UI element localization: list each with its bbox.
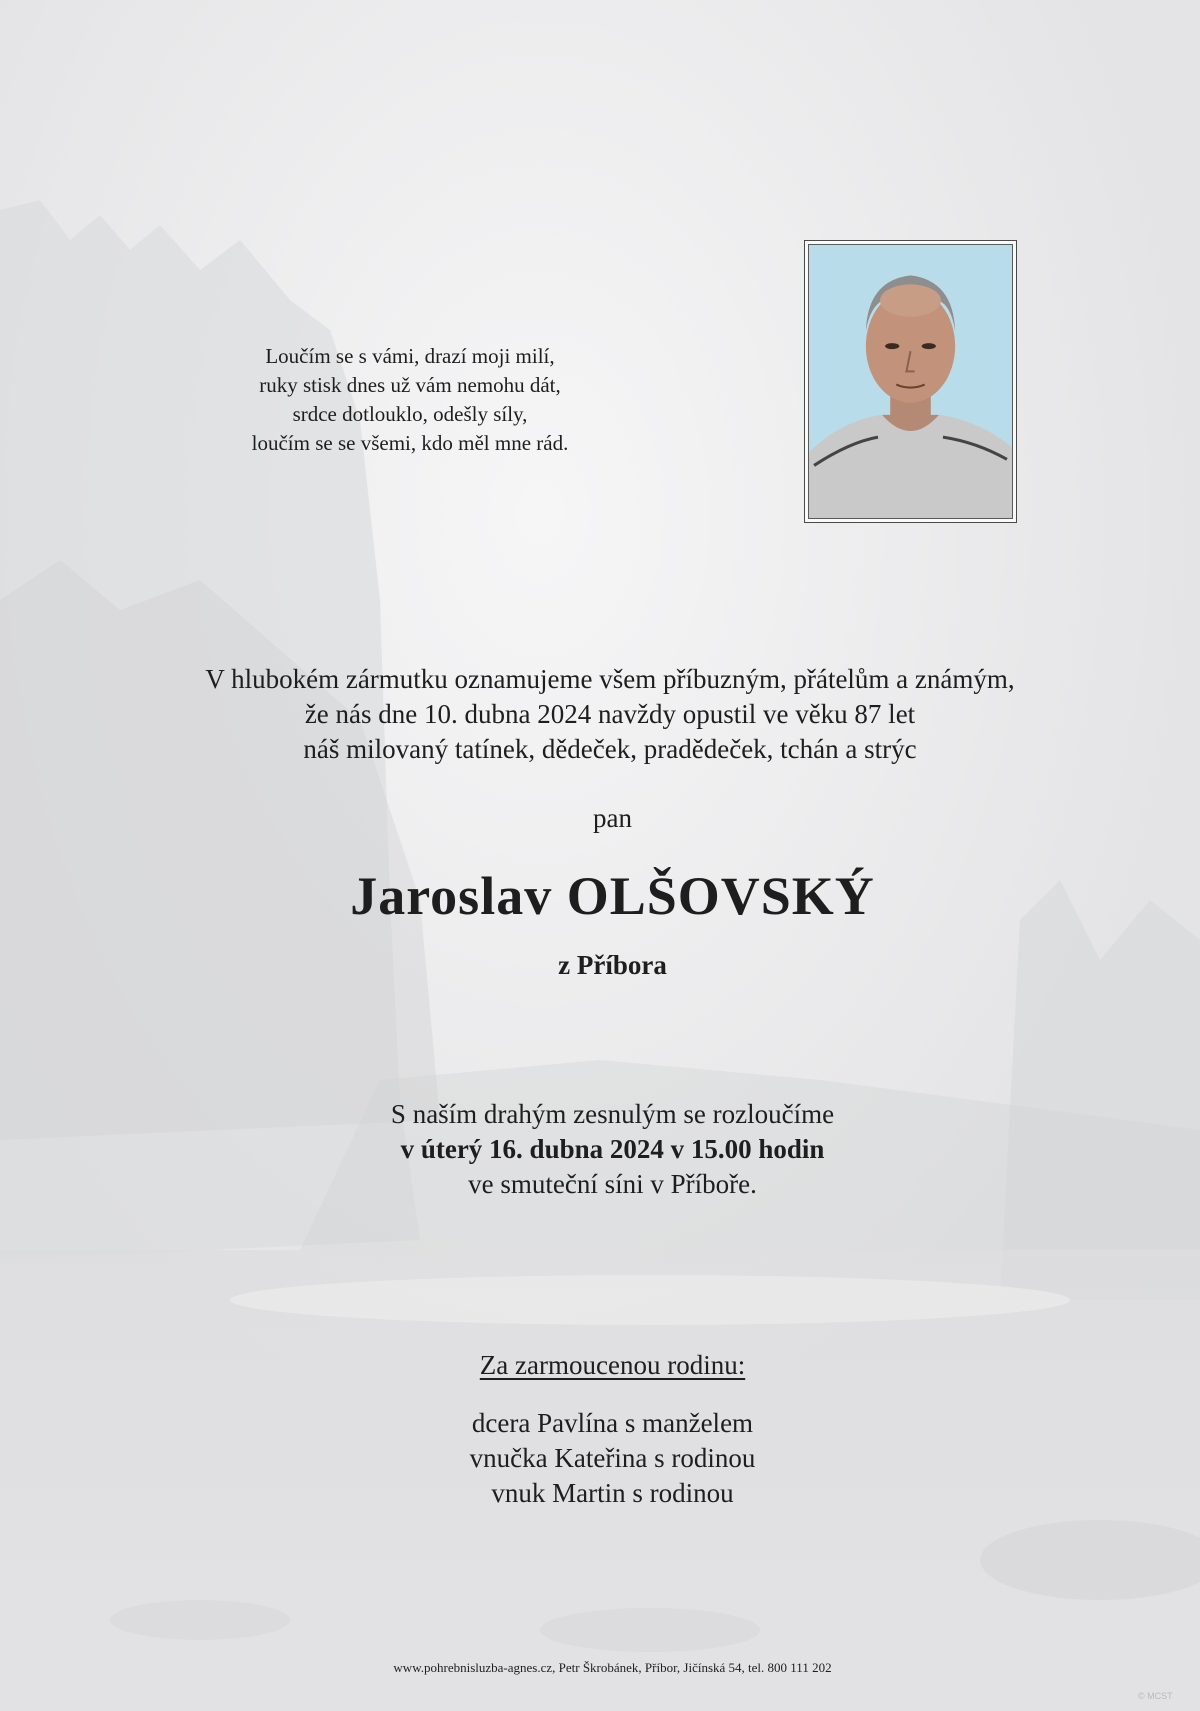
family-member: vnuk Martin s rodinou (491, 1478, 734, 1508)
ceremony-intro: S naším drahým zesnulým se rozloučíme (390, 1099, 835, 1129)
poem-line: Loučím se s vámi, drazí moji milí, (265, 344, 555, 368)
family-member: vnučka Kateřina s rodinou (469, 1443, 756, 1473)
ceremony-place: ve smuteční síni v Příboře. (468, 1169, 757, 1199)
death-announcement (60, 662, 1160, 767)
ceremony-info (0, 1097, 1200, 1202)
poem-line: srdce dotlouklo, odešly síly, (292, 402, 528, 426)
family-heading: Za zarmoucenou rodinu: (479, 1350, 746, 1380)
farewell-poem (200, 342, 620, 458)
family-member: dcera Pavlína s manželem (471, 1408, 754, 1438)
announcement-line: V hlubokém zármutku oznamujeme všem příbuzným, přátelům a známým, (205, 664, 1015, 694)
deceased-name: Jaroslav OLŠOVSKÝ (350, 866, 875, 926)
announcement-line: náš milovaný tatínek, dědeček, pradědeček, tchán a strýc (303, 734, 917, 764)
announcement-line: že nás dne 10. dubna 2024 navždy opustil ve věku 87 let (304, 699, 916, 729)
ceremony-datetime: v úterý 16. dubna 2024 v 15.00 hodin (400, 1134, 825, 1164)
poem-line: loučím se se všemi, kdo měl mne rád. (251, 431, 569, 455)
deceased-origin: z Příbora (558, 950, 667, 980)
copyright-mark: © MCST (1138, 1691, 1173, 1701)
poem-line: ruky stisk dnes už vám nemohu dát, (259, 373, 561, 397)
family-list (0, 1406, 1200, 1511)
portrait-image (809, 245, 1012, 518)
funeral-service-footer: www.pohrebnisluzba-agnes.cz, Petr Škrobánek, Příbor, Jičínská 54, tel. 800 111 202 (393, 1660, 832, 1675)
salutation: pan (593, 803, 632, 833)
portrait-photo (804, 240, 1017, 523)
